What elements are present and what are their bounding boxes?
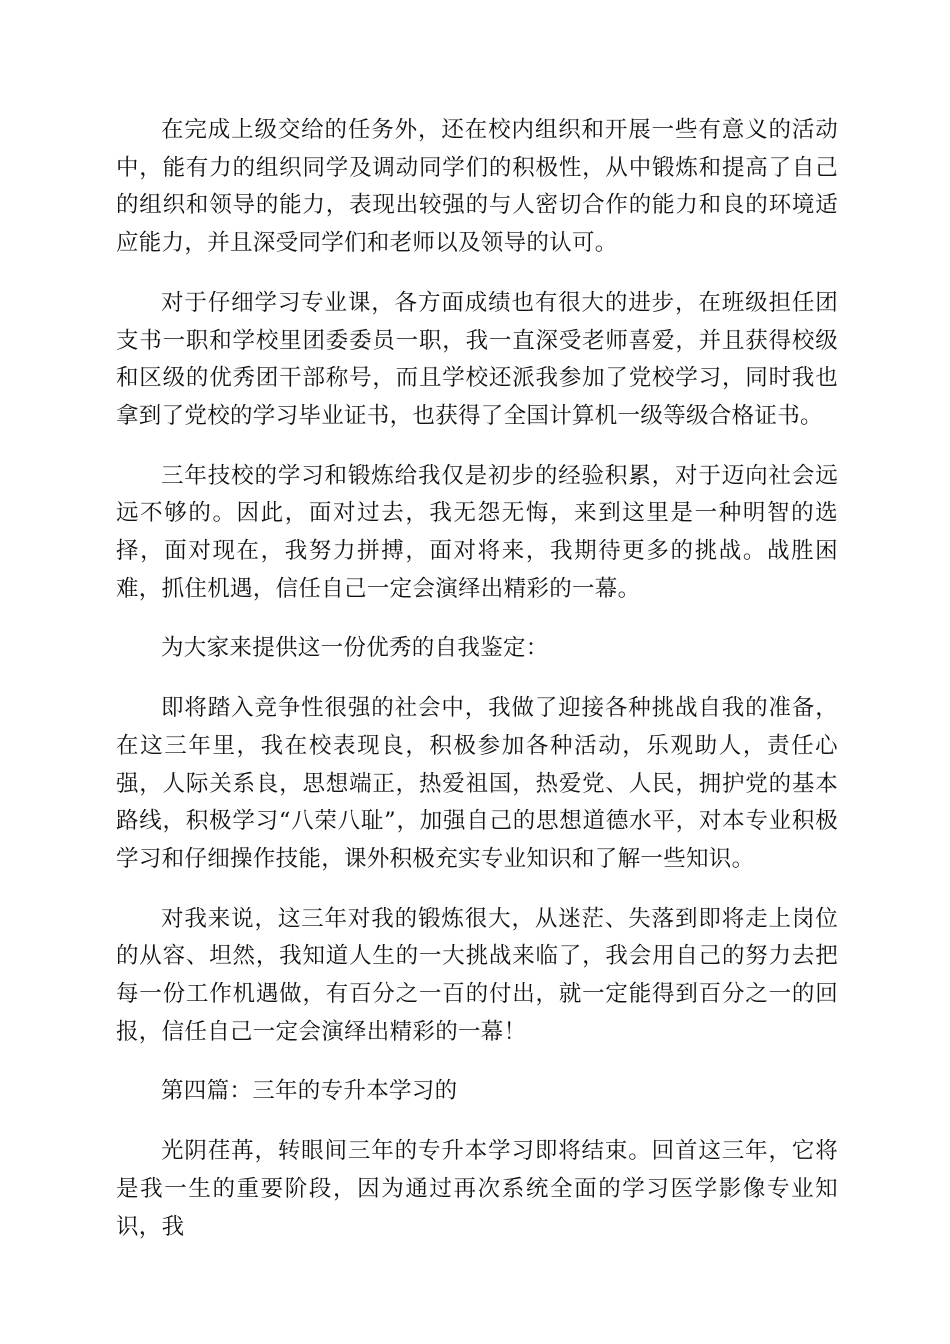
paragraph-3: 三年技校的学习和锻炼给我仅是初步的经验积累，对于迈向社会远远不够的。因此，面对过去，我无怨无悔，来到这里是一种明智的选择，面对现在，我努力拼搏，面对将来，我期待更多的挑战。战胜困难，抓住机遇，信任自己一定会演绎出精彩的一幕。 — [116, 462, 838, 602]
paragraph-4: 为大家来提供这一份优秀的自我鉴定： — [161, 635, 549, 662]
paragraph-1: 在完成上级交给的任务外，还在校内组织和开展一些有意义的活动中，能有力的组织同学及调动同学们的积极性，从中锻炼和提高了自己的组织和领导的能力，表现出较强的与人密切合作的能力和良的环境适应能力，并且深受同学们和老师以及领导的认可。 — [116, 117, 838, 257]
paragraph-5: 即将踏入竞争性很强的社会中，我做了迎接各种挑战自我的准备，在这三年里，我在校表现良，积极参加各种活动，乐观助人，责任心强，人际关系良，思想端正，热爱祖国，热爱党、人民，拥护党的基本路线，积极学习“八荣八耻”，加强自己的思想道德水平，对本专业积极学习和仔细操作技能，课外积极充实专业知识和了解一些知识。 — [116, 695, 838, 872]
paragraph-2: 对于仔细学习专业课，各方面成绩也有很大的进步，在班级担任团支书一职和学校里团委委员一职，我一直深受老师喜爱，并且获得校级和区级的优秀团干部称号，而且学校还派我参加了党校学习，同时我也拿到了党校的学习毕业证书，也获得了全国计算机一级等级合格证书。 — [116, 289, 838, 429]
paragraph-6: 对我来说，这三年对我的锻炼很大，从迷茫、失落到即将走上岗位的从容、坦然，我知道人生的一大挑战来临了，我会用自己的努力去把每一份工作机遇做，有百分之一百的付出，就一定能得到百分之一的回报，信任自己一定会演绎出精彩的一幕！ — [116, 905, 838, 1045]
paragraph-7: 光阴荏苒，转眼间三年的专升本学习即将结束。回首这三年，它将是我一生的重要阶段，因为通过再次系统全面的学习医学影像专业知识，我 — [116, 1138, 838, 1240]
section-heading: 第四篇：三年的专升本学习的 — [161, 1078, 458, 1105]
document-page — [116, 112, 838, 1268]
